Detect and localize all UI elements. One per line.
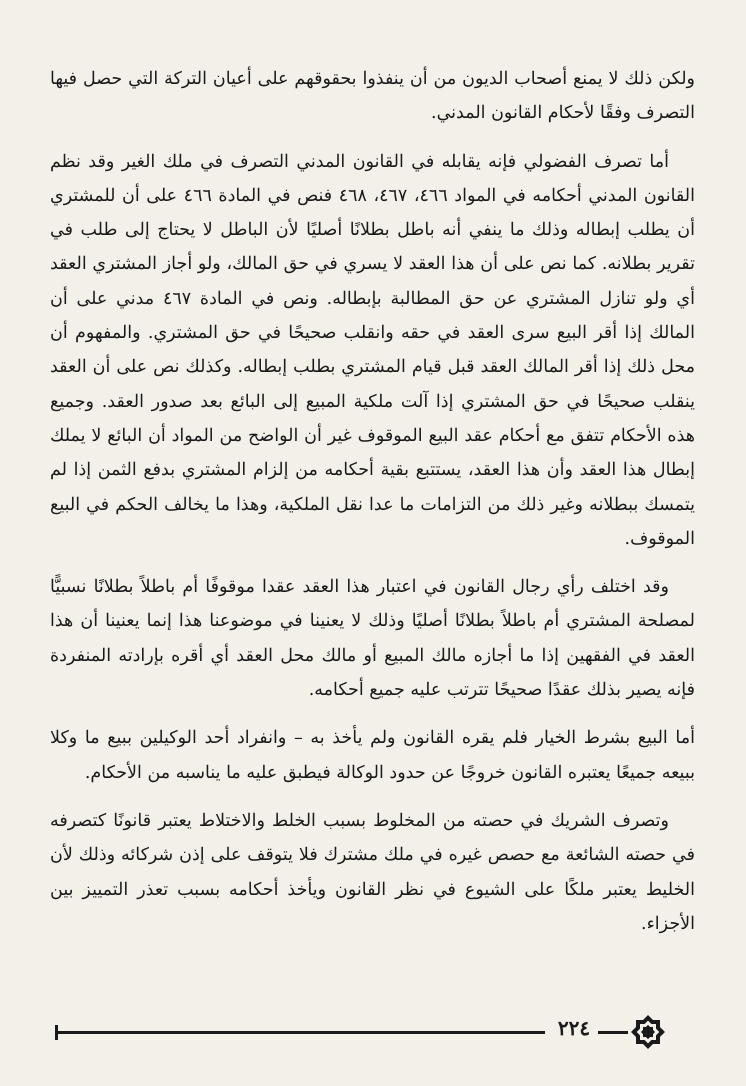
page-footer [0,1008,746,1058]
paragraph-2: أما تصرف الفضولي فإنه يقابله في القانون المدني التصرف في ملك الغير وقد نظم القانون المدني أحكامه في المواد ٤٦٦، ٤٦٧، ٤٦٨ فنص في المادة ٤٦٦ على أن للمشتري أن يطلب إبطاله وذلك ما ينفي أنه باطل بطلانًا أصليًا لأن الباطل لا يحتاج إلى طلب في تقرير بطلانه. كما نص على أن هذا العقد لا يسري في حق المالك، ولو أجاز المشتري العقد أي ولو تنازل المشتري عن حق المطالبة بإبطاله. ونص في المادة ٤٦٧ مدني على أن المالك إذا أقر البيع سرى العقد في حقه وانقلب صحيحًا في حق المشتري. والمفهوم أن محل ذلك إذا أقر المالك العقد قبل قيام المشتري بطلب إبطاله. وكذلك نص على أن العقد ينقلب صحيحًا في حق المشتري إذا آلت ملكية المبيع إلى البائع بعد صدور العقد. وجميع هذه الأحكام تتفق مع أحكام عقد البيع الموقوف غير أن الواضح من المواد أن البائع لا يملك إبطال هذا العقد وأن هذا العقد، يستتبع بقية أحكامه من إلزام المشتري بدفع الثمن إذا لم يتمسك ببطلانه وغير ذلك من التزامات ما عدا نقل الملكية، وهذا ما يخالف الحكم في البيع الموقوف. [50,151,695,549]
paragraph-5: وتصرف الشريك في حصته من المخلوط بسبب الخلط والاختلاط يعتبر قانونًا كتصرفه في حصته الشائعة مع حصص غيره في ملك مشترك فلا يتوقف على إذن شركائه وذلك لأن الخليط يعتبر ملكًا على الشيوع في نظر القانون ويأخذ أحكامه بسبب تعذر التمييز بين الأجزاء. [50,810,695,934]
paragraph-4: أما البيع بشرط الخيار فلم يقره القانون ولم يأخذ به – وانفراد أحد الوكيلين ببيع ما وكلا ببيعه جميعًا يعتبره القانون خروجًا عن حدود الوكالة فيطبق عليه ما يناسبه من الأحكام. [50,728,695,783]
body-text [50,62,695,941]
paragraph-1: ولكن ذلك لا يمنع أصحاب الديون من أن ينفذوا بحقوقهم على أعيان التركة التي حصل فيها التصرف وفقًا لأحكام القانون المدني. [50,69,695,124]
footer-rule-left [57,1031,545,1034]
page-number: ٢٢٤ [557,1016,591,1040]
eight-point-star-ornament-icon [628,1012,668,1052]
paragraph-3: وقد اختلف رأي رجال القانون في اعتبار هذا العقد عقدا موقوفًا أم باطلاً بطلانًا نسبيًّا لمصلحة المشتري أم باطلاً بطلانًا أصليًا وذلك لا يعنينا في موضوعنا هذا إنما يعنينا أن هذا العقد في الفقهين إذا ما أجازه مالك المبيع أو مالك محل العقد أي أقره بإرادته المنفردة فإنه يصير بذلك عقدًا صحيحًا تترتب عليه جميع أحكامه. [50,577,695,701]
footer-rule-right [598,1031,628,1034]
